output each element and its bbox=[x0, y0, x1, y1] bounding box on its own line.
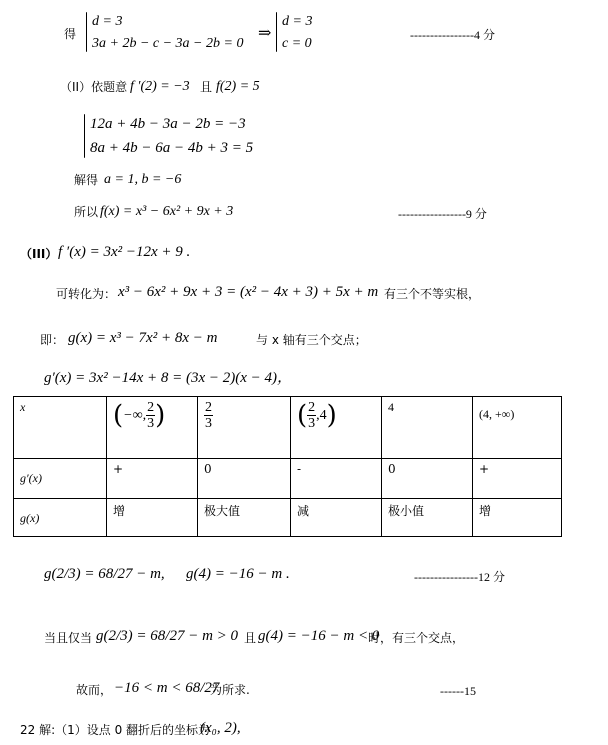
ie-label: 即： bbox=[40, 333, 65, 347]
gx-expr: g(x) = x³ − 7x² + 8x − m bbox=[68, 330, 218, 346]
equation-line: c = 0 bbox=[282, 36, 312, 51]
table-cell: 增 bbox=[107, 499, 198, 537]
conclusion-tail: 为所求. bbox=[210, 683, 250, 697]
table-cell: x bbox=[14, 397, 107, 459]
equation-line: 12a + 4b − 3a − 2b = −3 bbox=[90, 116, 246, 132]
convert-tail: 有三个不等实根， bbox=[384, 287, 481, 301]
sign-table bbox=[13, 396, 562, 537]
gprime-expr: g′(x) = 3x² −14x + 8 = (3x − 2)(x − 4)， bbox=[44, 370, 293, 386]
conclusion-prefix: 故而， bbox=[76, 683, 113, 697]
condition-expr-2: f(2) = 5 bbox=[216, 79, 260, 94]
score-marker: ------15 bbox=[440, 684, 476, 698]
condition-expr: f ′(2) = −3 bbox=[130, 79, 190, 94]
table-cell: ( $\frac{2}{3}$ ,4) bbox=[291, 397, 382, 459]
condition-tail: 时，有三个交点， bbox=[368, 631, 465, 645]
table-cell: g′(x) bbox=[14, 459, 107, 499]
table-cell: 4 bbox=[382, 397, 473, 459]
table-row bbox=[14, 459, 562, 499]
system-brace bbox=[276, 12, 277, 52]
and-word: 且 bbox=[244, 631, 257, 645]
system-brace bbox=[84, 114, 85, 158]
system-brace bbox=[86, 12, 87, 52]
table-cell: 0 bbox=[198, 459, 291, 499]
table-cell: g(x) bbox=[14, 499, 107, 537]
derivative-expr: f ′(x) = 3x² −12x + 9 . bbox=[58, 244, 191, 260]
equation-line: 8a + 4b − 6a − 4b + 3 = 5 bbox=[90, 140, 254, 156]
table-cell: $\frac{2}{3}$ bbox=[198, 397, 291, 459]
table-header-row bbox=[14, 397, 562, 459]
convert-expr: x³ − 6x² + 9x + 3 = (x² − 4x + 3) + 5x + m bbox=[118, 284, 379, 300]
score-marker: -----------------9 分 bbox=[398, 207, 487, 221]
table-cell: 减 bbox=[291, 499, 382, 537]
solve-expr: a = 1, b = −6 bbox=[104, 172, 182, 187]
g-two-thirds-expr: g(2/3) = 68/27 − m, bbox=[44, 566, 165, 582]
equation-line: 3a + 2b − c − 3a − 2b = 0 bbox=[92, 36, 244, 51]
part2-heading: （II）依题意 bbox=[60, 80, 128, 94]
implies-arrow: ⇒ bbox=[258, 25, 272, 42]
score-marker: ----------------4 分 bbox=[410, 28, 495, 42]
convert-label: 可转化为： bbox=[56, 287, 117, 301]
so-label: 所以 bbox=[74, 205, 99, 219]
equation-line: d = 3 bbox=[92, 14, 123, 29]
table-cell: (4, +∞) bbox=[473, 397, 562, 459]
table-cell: + bbox=[107, 459, 198, 499]
part3-heading: （III） bbox=[20, 247, 58, 261]
condition-prefix: 当且仅当 bbox=[44, 631, 93, 645]
solve-label: 解得 bbox=[74, 173, 99, 187]
and-word: 且 bbox=[200, 80, 213, 94]
table-cell: 0 bbox=[382, 459, 473, 499]
q22-label: 22 解:（1）设点 0 翻折后的坐标为 bbox=[20, 723, 211, 737]
g-four-expr: g(4) = −16 − m . bbox=[186, 566, 290, 582]
step1-label: 得 bbox=[64, 27, 77, 41]
table-cell: (−∞, $\frac{2}{3}$ ) bbox=[107, 397, 198, 459]
table-row bbox=[14, 499, 562, 537]
gx-tail: 与 x 轴有三个交点； bbox=[256, 333, 367, 347]
table-cell: 极小值 bbox=[382, 499, 473, 537]
table-cell: - bbox=[291, 459, 382, 499]
fx-expr: f(x) = x³ − 6x² + 9x + 3 bbox=[100, 204, 234, 219]
conclusion-expr: −16 < m < 68/27 bbox=[114, 680, 220, 696]
condition-expr: g(2/3) = 68/27 − m > 0 bbox=[96, 628, 239, 644]
condition-expr-2: g(4) = −16 − m < 0 bbox=[258, 628, 380, 644]
table-cell: + bbox=[473, 459, 562, 499]
equation-line: d = 3 bbox=[282, 14, 313, 29]
table-cell: 极大值 bbox=[198, 499, 291, 537]
score-marker: ----------------12 分 bbox=[414, 570, 505, 584]
table-cell: 增 bbox=[473, 499, 562, 537]
q22-coord: (x₀, 2), bbox=[200, 720, 241, 736]
